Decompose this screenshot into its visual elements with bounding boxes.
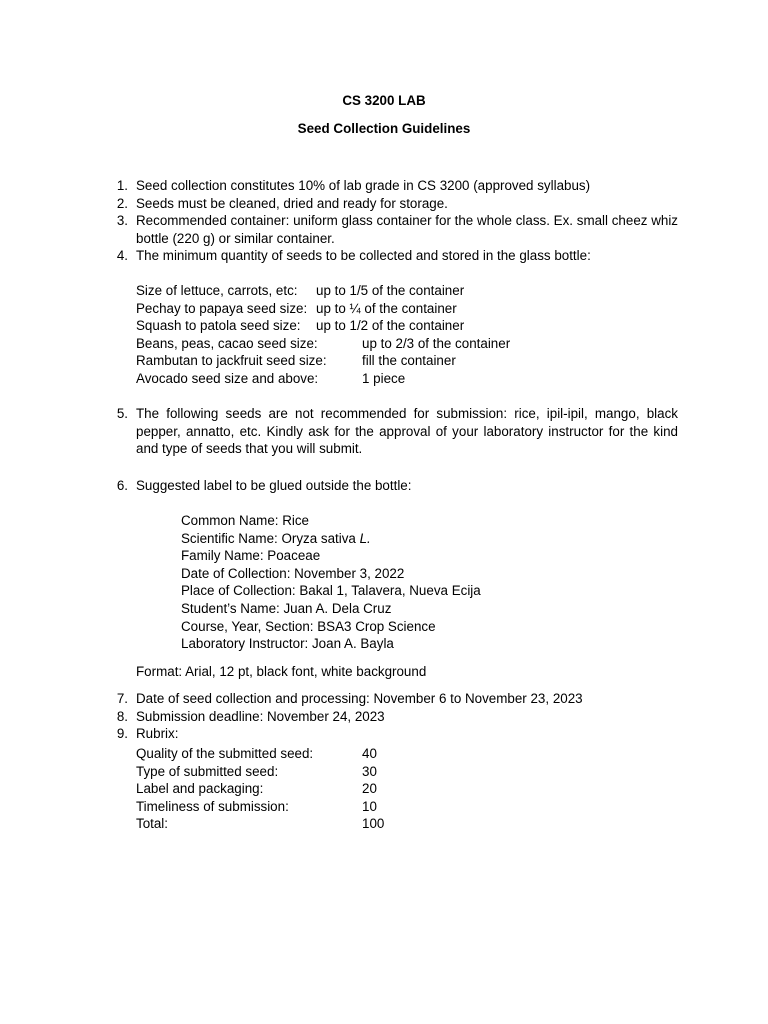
format-note xyxy=(136,663,636,681)
list-number: 2. xyxy=(116,195,128,211)
list-number: 9. xyxy=(116,726,128,742)
list-item xyxy=(108,708,678,726)
seed-size-label: Size of lettuce, carrots, etc: xyxy=(136,283,298,298)
guidelines-list-part-1 xyxy=(108,177,678,265)
seed-size-label: Beans, peas, cacao seed size: xyxy=(136,335,318,351)
label-family-name: Family Name: Poaceae xyxy=(181,548,321,564)
guidelines-list-part-3 xyxy=(108,477,678,495)
list-item xyxy=(108,195,678,213)
rubric-criterion: Total: xyxy=(136,816,169,832)
list-number: 5. xyxy=(116,406,128,421)
rubric-table xyxy=(136,745,536,833)
seed-size-table xyxy=(136,282,636,388)
list-number: 3. xyxy=(116,213,128,229)
rubric-points: 30 xyxy=(362,763,377,779)
list-item xyxy=(108,405,678,458)
label-scientific-name-text: Scientific Name: Oryza sativa xyxy=(181,530,360,546)
list-item-text: Rubrix: xyxy=(136,726,179,742)
list-item-text: The minimum quantity of seeds to be collected and stored in the glass bottle: xyxy=(136,248,591,264)
table-row xyxy=(136,798,536,816)
rubric-criterion: Timeliness of submission: xyxy=(136,798,289,814)
table-row xyxy=(136,335,636,353)
rubric-criterion: Label and packaging: xyxy=(136,781,264,797)
label-course-year-section: Course, Year, Section: BSA3 Crop Science xyxy=(181,618,436,634)
list-number: 7. xyxy=(116,691,128,706)
page-title: Seed Collection Guidelines xyxy=(297,121,471,136)
table-row xyxy=(136,317,636,335)
table-row xyxy=(136,815,536,833)
seed-size-amount: 1 piece xyxy=(362,370,406,386)
list-number: 8. xyxy=(116,708,128,724)
seed-size-amount: up to 1/5 of the container xyxy=(316,283,465,298)
rubric-criterion: Quality of the submitted seed: xyxy=(136,746,314,761)
format-note-text: Format: Arial, 12 pt, black font, white background xyxy=(136,664,427,679)
list-item-text: Suggested label to be glued outside the bottle: xyxy=(136,478,412,493)
seed-size-amount: up to 1/2 of the container xyxy=(316,318,465,334)
list-number: 6. xyxy=(116,478,128,493)
guidelines-list-part-2 xyxy=(108,405,678,458)
list-item xyxy=(108,477,678,495)
table-row xyxy=(136,370,636,388)
list-item-text: Seeds must be cleaned, dried and ready for storage. xyxy=(136,195,448,211)
course-title: CS 3200 LAB xyxy=(342,93,426,108)
rubric-points: 20 xyxy=(362,781,377,797)
label-instructor: Laboratory Instructor: Joan A. Bayla xyxy=(181,636,394,652)
list-item xyxy=(108,247,678,265)
seed-size-amount: up to ¼ of the container xyxy=(316,300,457,316)
seed-size-label: Pechay to papaya seed size: xyxy=(136,300,308,316)
table-row xyxy=(136,780,536,798)
list-item-text: Date of seed collection and processing: November 6 to November 23, 2023 xyxy=(136,691,583,706)
list-item-text: Recommended container: uniform glass container for the whole class. Ex. small cheez whiz bottle (220 g) or similar container. xyxy=(136,213,678,246)
sample-label xyxy=(181,512,601,653)
list-item xyxy=(108,690,678,708)
guidelines-list-part-4 xyxy=(108,690,678,743)
list-item-text: Seed collection constitutes 10% of lab grade in CS 3200 (approved syllabus) xyxy=(136,178,591,193)
label-scientific-authority: L. xyxy=(359,530,371,546)
list-item-text: The following seeds are not recommended for submission: rice, ipil-ipil, mango, black pepper, annatto, etc. Kindly ask for the approval of your laboratory instructor for the kind and type of seeds that you will submit. xyxy=(136,406,678,457)
table-row xyxy=(136,745,536,763)
list-number: 4. xyxy=(116,248,128,264)
seed-size-amount: up to 2/3 of the container xyxy=(362,335,511,351)
rubric-points: 100 xyxy=(362,816,385,832)
label-place-of-collection: Place of Collection: Bakal 1, Talavera, Nueva Ecija xyxy=(181,583,481,599)
seed-size-label: Avocado seed size and above: xyxy=(136,370,319,386)
table-row xyxy=(136,352,636,370)
list-item xyxy=(108,725,678,743)
table-row xyxy=(136,763,536,781)
seed-size-label: Squash to patola seed size: xyxy=(136,318,301,334)
seed-size-amount: fill the container xyxy=(362,353,456,369)
label-student-name: Student’s Name: Juan A. Dela Cruz xyxy=(181,600,392,616)
seed-size-label: Rambutan to jackfruit seed size: xyxy=(136,353,327,369)
list-item-text: Submission deadline: November 24, 2023 xyxy=(136,708,385,724)
rubric-points: 10 xyxy=(362,798,377,814)
table-row xyxy=(136,282,636,300)
list-item xyxy=(108,177,678,195)
label-scientific-name xyxy=(181,530,601,548)
list-item xyxy=(108,212,678,247)
rubric-criterion: Type of submitted seed: xyxy=(136,763,279,779)
table-row xyxy=(136,300,636,318)
label-common-name: Common Name: Rice xyxy=(181,513,309,528)
list-number: 1. xyxy=(116,178,128,193)
rubric-points: 40 xyxy=(362,746,377,761)
label-date-of-collection: Date of Collection: November 3, 2022 xyxy=(181,565,405,581)
